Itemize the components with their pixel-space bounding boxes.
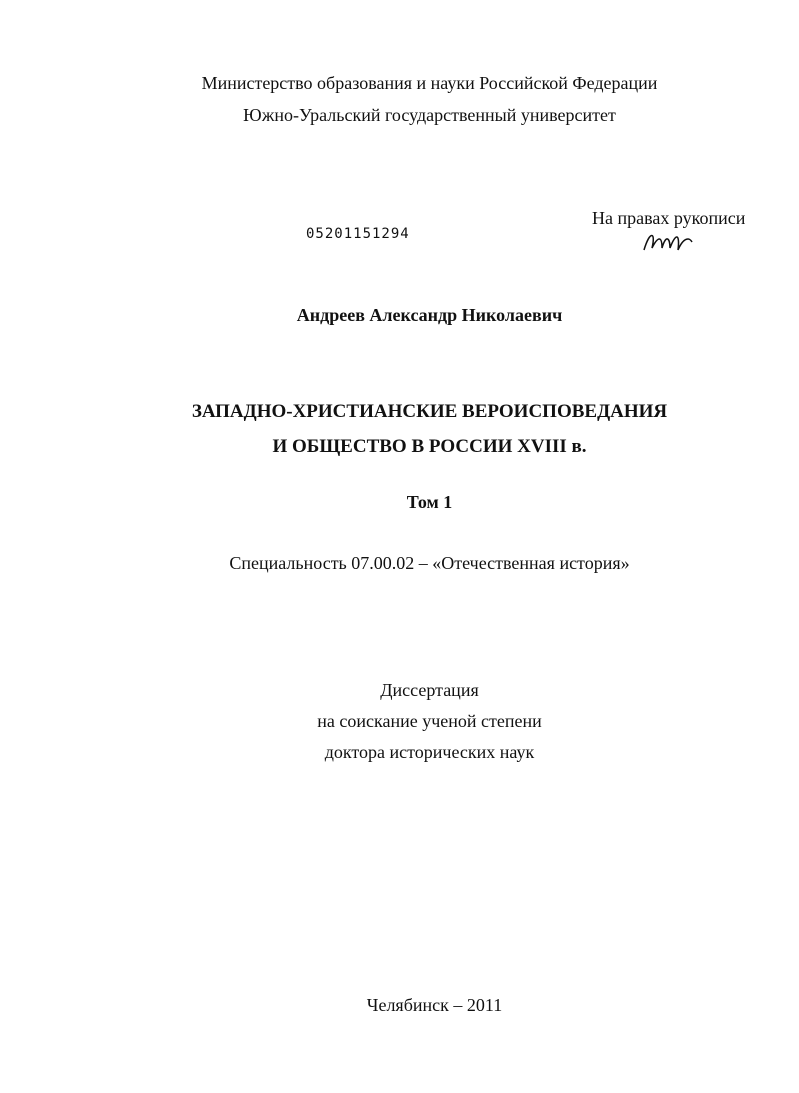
title-line-2: И ОБЩЕСТВО В РОССИИ XVIII в.: [272, 436, 587, 457]
degree-line-1: Диссертация: [380, 680, 479, 700]
city-year: Челябинск – 2011: [366, 995, 503, 1015]
ministry: Министерство образования и науки Российской Федерации: [201, 73, 658, 93]
degree-line-3: доктора исторических наук: [324, 742, 535, 762]
title-line-1: ЗАПАДНО-ХРИСТИАНСКИЕ ВЕРОИСПОВЕДАНИЯ: [191, 401, 668, 422]
document-code: 05201151294: [306, 226, 410, 242]
volume: Том 1: [406, 492, 453, 512]
degree-line-2: на соискание ученой степени: [317, 711, 542, 731]
university: Южно-Уральский государственный университет: [243, 105, 616, 125]
author: Андреев Александр Николаевич: [296, 305, 563, 325]
signature: [640, 228, 695, 258]
rights-note: На правах рукописи: [592, 208, 746, 228]
specialty: Специальность 07.00.02 – «Отечественная история»: [229, 553, 630, 573]
